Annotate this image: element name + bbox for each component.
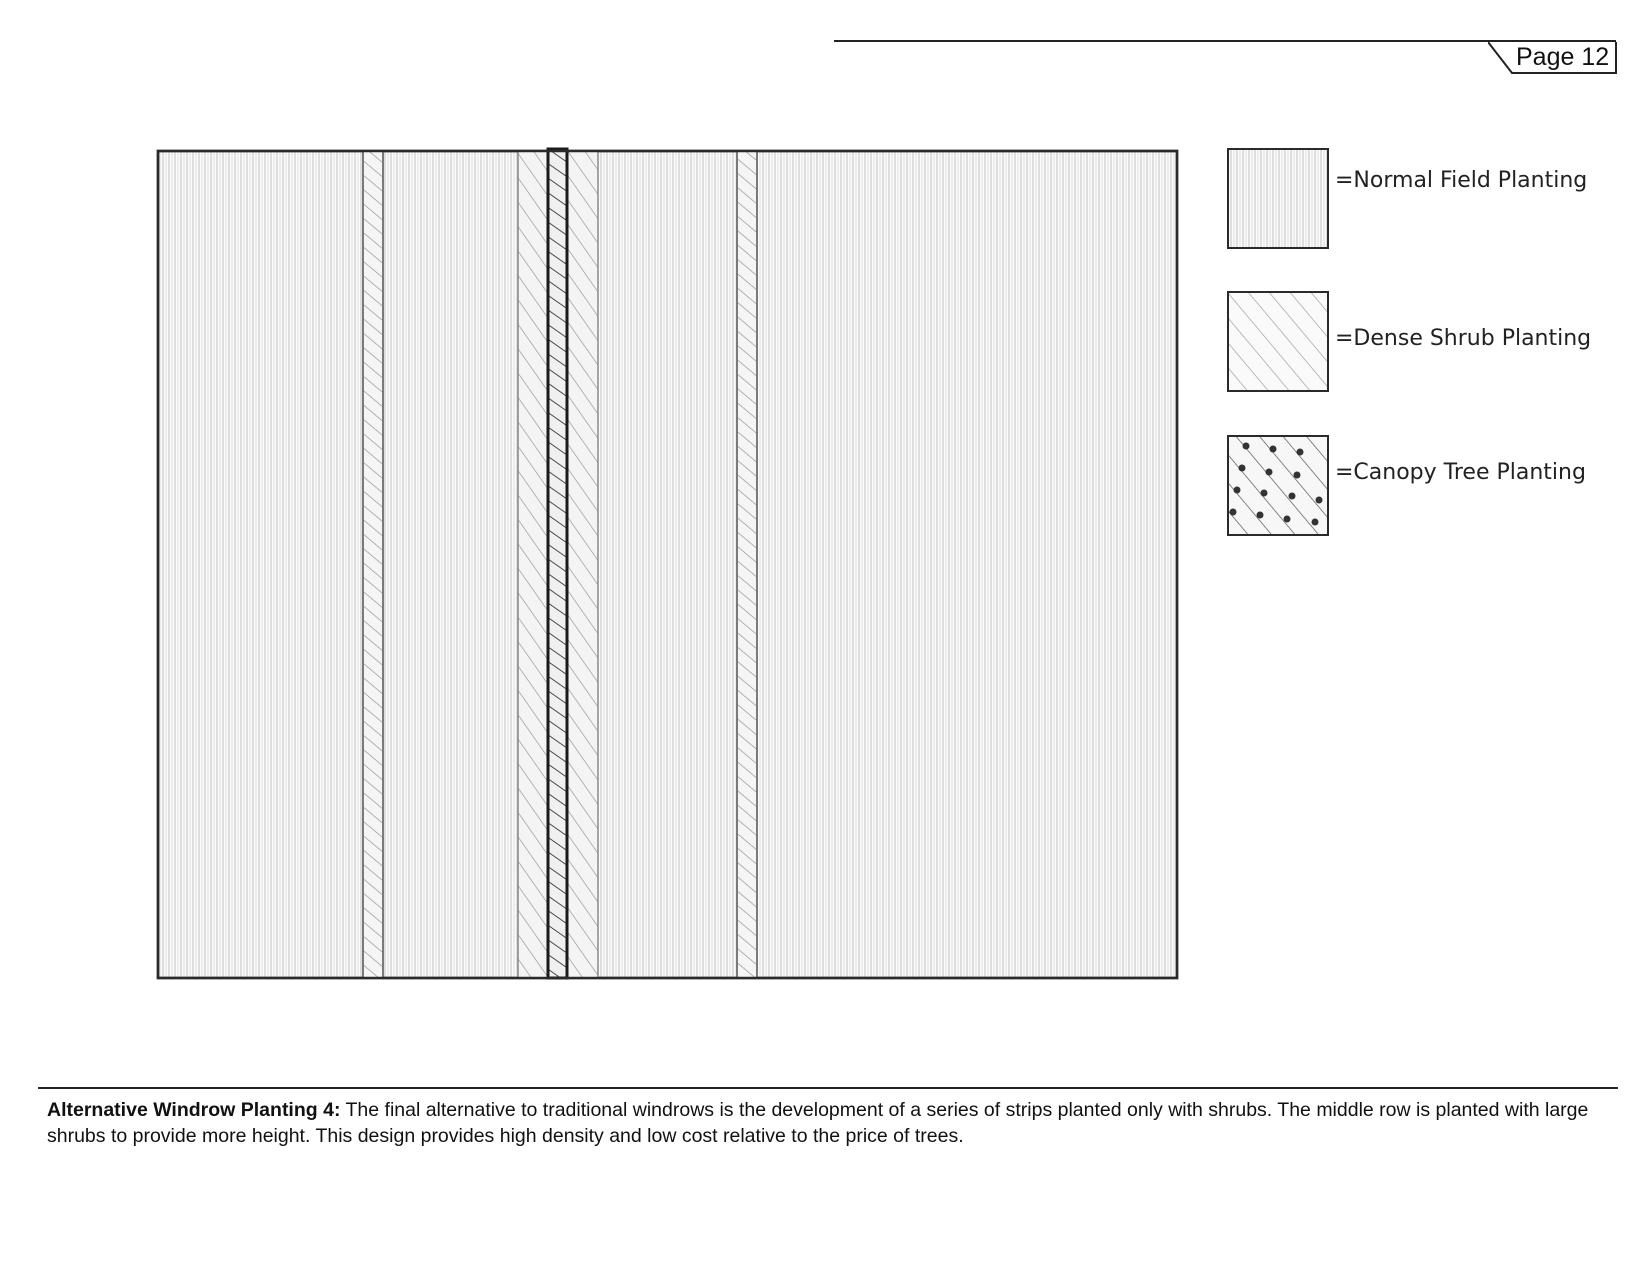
legend-label-canopy-tree: =Canopy Tree Planting bbox=[1335, 460, 1586, 485]
legend-label-normal-field: =Normal Field Planting bbox=[1335, 168, 1588, 193]
field-area bbox=[158, 151, 1177, 978]
caption-title: Alternative Windrow Planting 4: bbox=[47, 1099, 341, 1121]
caption-text: The final alternative to traditional windrows is the development of a series of strips planted only with shrubs. The middle row is planted with large shrubs to provide more height. This design provides high density and low cost relative to the price of trees. bbox=[47, 1099, 1589, 1147]
shrub-strip-1 bbox=[363, 151, 383, 978]
legend-swatch-dense-shrub bbox=[1228, 292, 1328, 391]
shrub-strip-2 bbox=[737, 151, 757, 978]
caption bbox=[47, 1098, 1617, 1149]
legend-label-dense-shrub: =Dense Shrub Planting bbox=[1335, 326, 1592, 351]
legend-swatch-normal-field bbox=[1228, 149, 1328, 248]
page-number: Page 12 bbox=[1516, 43, 1610, 71]
caption-rule bbox=[38, 1087, 1618, 1089]
large-shrub-row bbox=[548, 149, 567, 978]
